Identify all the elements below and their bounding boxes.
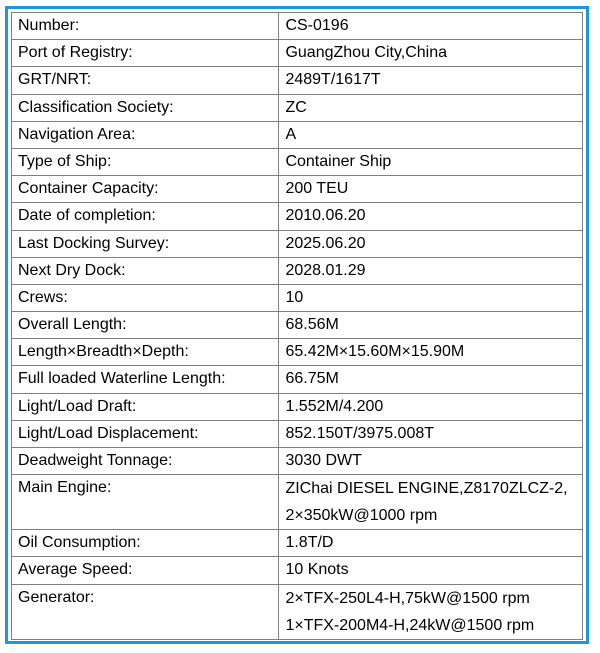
table-row xyxy=(12,13,583,40)
row-label-date-of-completion: Date of completion: xyxy=(12,203,279,230)
table-row xyxy=(12,121,583,148)
row-value-oil-consumption: 1.8T/D xyxy=(279,530,583,557)
row-value-navigation-area: A xyxy=(279,121,583,148)
row-label-navigation-area: Navigation Area: xyxy=(12,121,279,148)
row-value-container-capacity: 200 TEU xyxy=(279,176,583,203)
row-value-overall-length: 68.56M xyxy=(279,312,583,339)
row-label-next-dry-dock: Next Dry Dock: xyxy=(12,257,279,284)
row-value-grt-nrt: 2489T/1617T xyxy=(279,67,583,94)
table-row xyxy=(12,530,583,557)
row-value-generator xyxy=(279,584,583,639)
row-label-generator: Generator: xyxy=(12,584,279,639)
row-value-classification-society: ZC xyxy=(279,94,583,121)
row-value-number: CS-0196 xyxy=(279,13,583,40)
row-label-port-of-registry: Port of Registry: xyxy=(12,40,279,67)
row-label-grt-nrt: GRT/NRT: xyxy=(12,67,279,94)
row-label-main-engine: Main Engine: xyxy=(12,475,279,530)
table-row xyxy=(12,40,583,67)
row-value-main-engine xyxy=(279,475,583,530)
row-label-average-speed: Average Speed: xyxy=(12,557,279,584)
row-value-next-dry-dock: 2028.01.29 xyxy=(279,257,583,284)
table-row xyxy=(12,148,583,175)
row-value-waterline-length: 66.75M xyxy=(279,366,583,393)
row-value-date-of-completion: 2010.06.20 xyxy=(279,203,583,230)
row-label-overall-length: Overall Length: xyxy=(12,312,279,339)
row-value-light-load-displacement: 852.150T/3975.008T xyxy=(279,420,583,447)
row-label-number: Number: xyxy=(12,13,279,40)
row-label-length-breadth-depth: Length×Breadth×Depth: xyxy=(12,339,279,366)
row-label-oil-consumption: Oil Consumption: xyxy=(12,530,279,557)
table-row xyxy=(12,366,583,393)
row-label-light-load-draft: Light/Load Draft: xyxy=(12,393,279,420)
table-row xyxy=(12,557,583,584)
generator-line-1: 2×TFX-250L4-H,75kW@1500 rpm xyxy=(285,589,530,607)
row-value-type-of-ship: Container Ship xyxy=(279,148,583,175)
table-row xyxy=(12,312,583,339)
row-value-crews: 10 xyxy=(279,284,583,311)
table-row xyxy=(12,94,583,121)
generator-line-2: 1×TFX-200M4-H,24kW@1500 rpm xyxy=(285,616,535,634)
row-label-deadweight-tonnage: Deadweight Tonnage: xyxy=(12,448,279,475)
table-row xyxy=(12,176,583,203)
row-label-container-capacity: Container Capacity: xyxy=(12,176,279,203)
table-row xyxy=(12,475,583,530)
row-label-crews: Crews: xyxy=(12,284,279,311)
table-row xyxy=(12,67,583,94)
row-label-last-docking-survey: Last Docking Survey: xyxy=(12,230,279,257)
ship-specification-table xyxy=(11,12,583,640)
row-value-last-docking-survey: 2025.06.20 xyxy=(279,230,583,257)
table-row xyxy=(12,203,583,230)
row-value-length-breadth-depth: 65.42M×15.60M×15.90M xyxy=(279,339,583,366)
table-row xyxy=(12,339,583,366)
table-row xyxy=(12,230,583,257)
table-row xyxy=(12,284,583,311)
row-value-deadweight-tonnage: 3030 DWT xyxy=(279,448,583,475)
table-row xyxy=(12,584,583,639)
row-value-port-of-registry: GuangZhou City,China xyxy=(279,40,583,67)
row-value-light-load-draft: 1.552M/4.200 xyxy=(279,393,583,420)
row-value-average-speed: 10 Knots xyxy=(279,557,583,584)
main-engine-line-2: 2×350kW@1000 rpm xyxy=(285,507,438,525)
row-label-classification-society: Classification Society: xyxy=(12,94,279,121)
row-label-waterline-length: Full loaded Waterline Length: xyxy=(12,366,279,393)
row-label-type-of-ship: Type of Ship: xyxy=(12,148,279,175)
table-row xyxy=(12,448,583,475)
table-row xyxy=(12,257,583,284)
table-row xyxy=(12,393,583,420)
table-row xyxy=(12,420,583,447)
row-label-light-load-displacement: Light/Load Displacement: xyxy=(12,420,279,447)
main-engine-line-1: ZIChai DIESEL ENGINE,Z8170ZLCZ-2, xyxy=(285,480,568,498)
